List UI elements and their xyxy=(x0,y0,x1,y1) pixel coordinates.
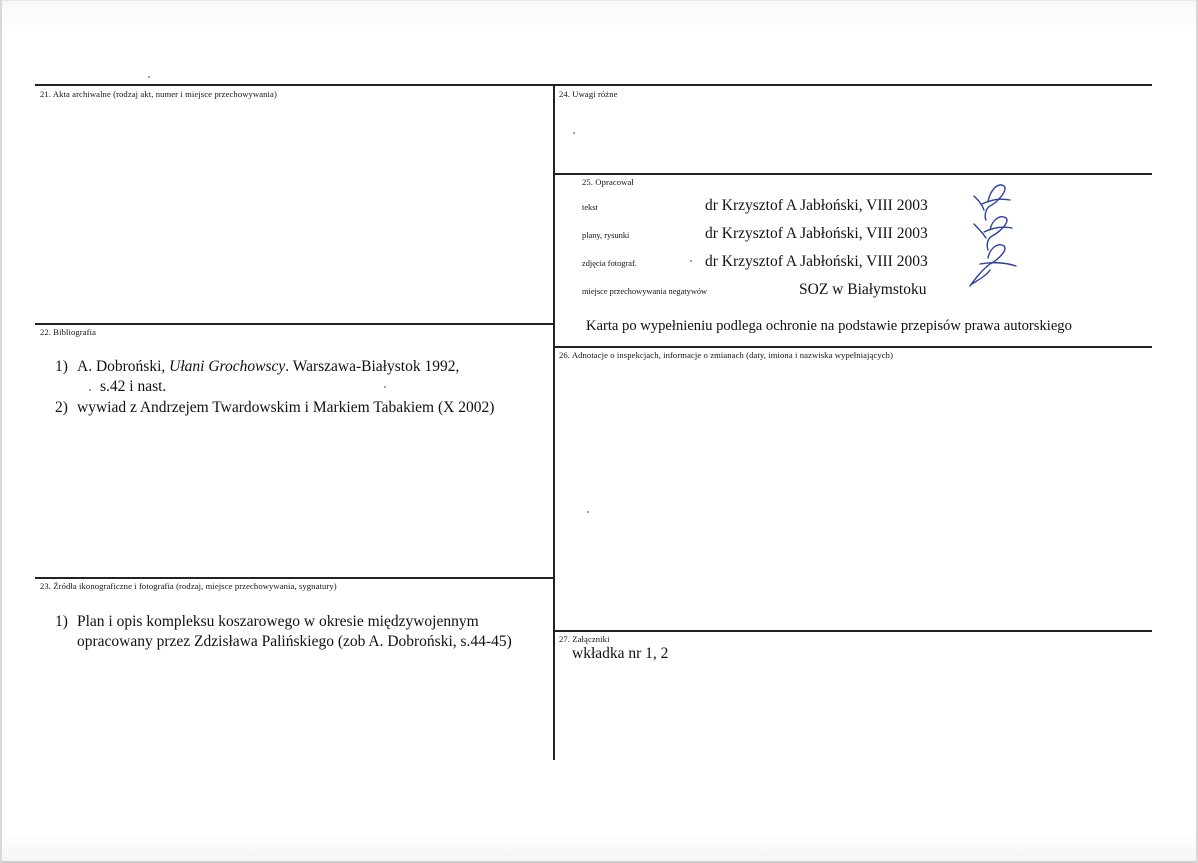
section-25-label: 25. Opracował xyxy=(582,177,634,187)
section-23-label: 23. Źródła ikonograficzne i fotografia (rodzaj, miejsce przechowywania, sygnatury) xyxy=(40,581,337,591)
row-value-zdjecia: dr Krzysztof A Jabłoński, VIII 2003 xyxy=(705,253,928,270)
iconography-item-1-line2: opracowany przez Zdzisława Palińskiego (zob A. Dobroński, s.44-45) xyxy=(77,633,512,650)
row-key-tekst: tekst xyxy=(582,203,598,212)
section-27-label: 27. Załączniki xyxy=(559,634,610,644)
section-21-label: 21. Akta archiwalne (rodzaj akt, numer i miejsce przechowywania) xyxy=(40,89,277,99)
section-26-label: 26. Adnotacje o inspekcjach, informacje o zmianach (daty, imiona i nazwiska wypełniających) xyxy=(559,350,894,360)
section-24-label: 24. Uwagi różne xyxy=(559,89,618,99)
signature-icon xyxy=(960,180,1028,292)
negatives-value: SOZ w Białymstoku xyxy=(799,281,927,298)
rule-26 xyxy=(553,346,1152,348)
scan-speck xyxy=(690,260,692,262)
row-key-zdjecia: zdjęcia fotograf. xyxy=(582,259,637,268)
iconography-item-1-line1: 1) Plan i opis kompleksu koszarowego w okresie międzywojennym xyxy=(55,613,479,630)
negatives-key: miejsce przechowywania negatywów xyxy=(582,287,708,296)
scan-speck xyxy=(573,132,575,134)
row-value-plany: dr Krzysztof A Jabłoński, VIII 2003 xyxy=(705,225,928,242)
bibliography-item-1-cont: s.42 i nast. xyxy=(100,378,167,395)
bibliography-item-1: 1) A. Dobroński, Ułani Grochowscy. Warszawa-Białystok 1992, xyxy=(55,358,460,375)
rule-27 xyxy=(553,630,1152,632)
bibliography-item-2: 2) wywiad z Andrzejem Twardowskim i Markiem Tabakiem (X 2002) xyxy=(55,399,495,416)
top-rule xyxy=(35,84,1152,86)
section-22-label: 22. Bibliografia xyxy=(40,327,97,337)
scan-speck xyxy=(89,389,91,391)
copyright-notice: Karta po wypełnieniu podlega ochronie na podstawie przepisów prawa autorskiego xyxy=(586,318,1072,334)
row-value-tekst: dr Krzysztof A Jabłoński, VIII 2003 xyxy=(705,197,928,214)
scan-speck xyxy=(384,386,386,388)
bibliography-title: Ułani Grochowscy xyxy=(169,358,286,375)
scan-speck xyxy=(148,76,150,78)
rule-22 xyxy=(35,323,554,325)
rule-25 xyxy=(553,173,1152,175)
scan-speck xyxy=(587,511,589,513)
center-divider xyxy=(553,84,555,760)
rule-23 xyxy=(35,577,554,579)
attachments-value: wkładka nr 1, 2 xyxy=(572,645,669,662)
row-key-plany: plany, rysunki xyxy=(582,231,630,240)
